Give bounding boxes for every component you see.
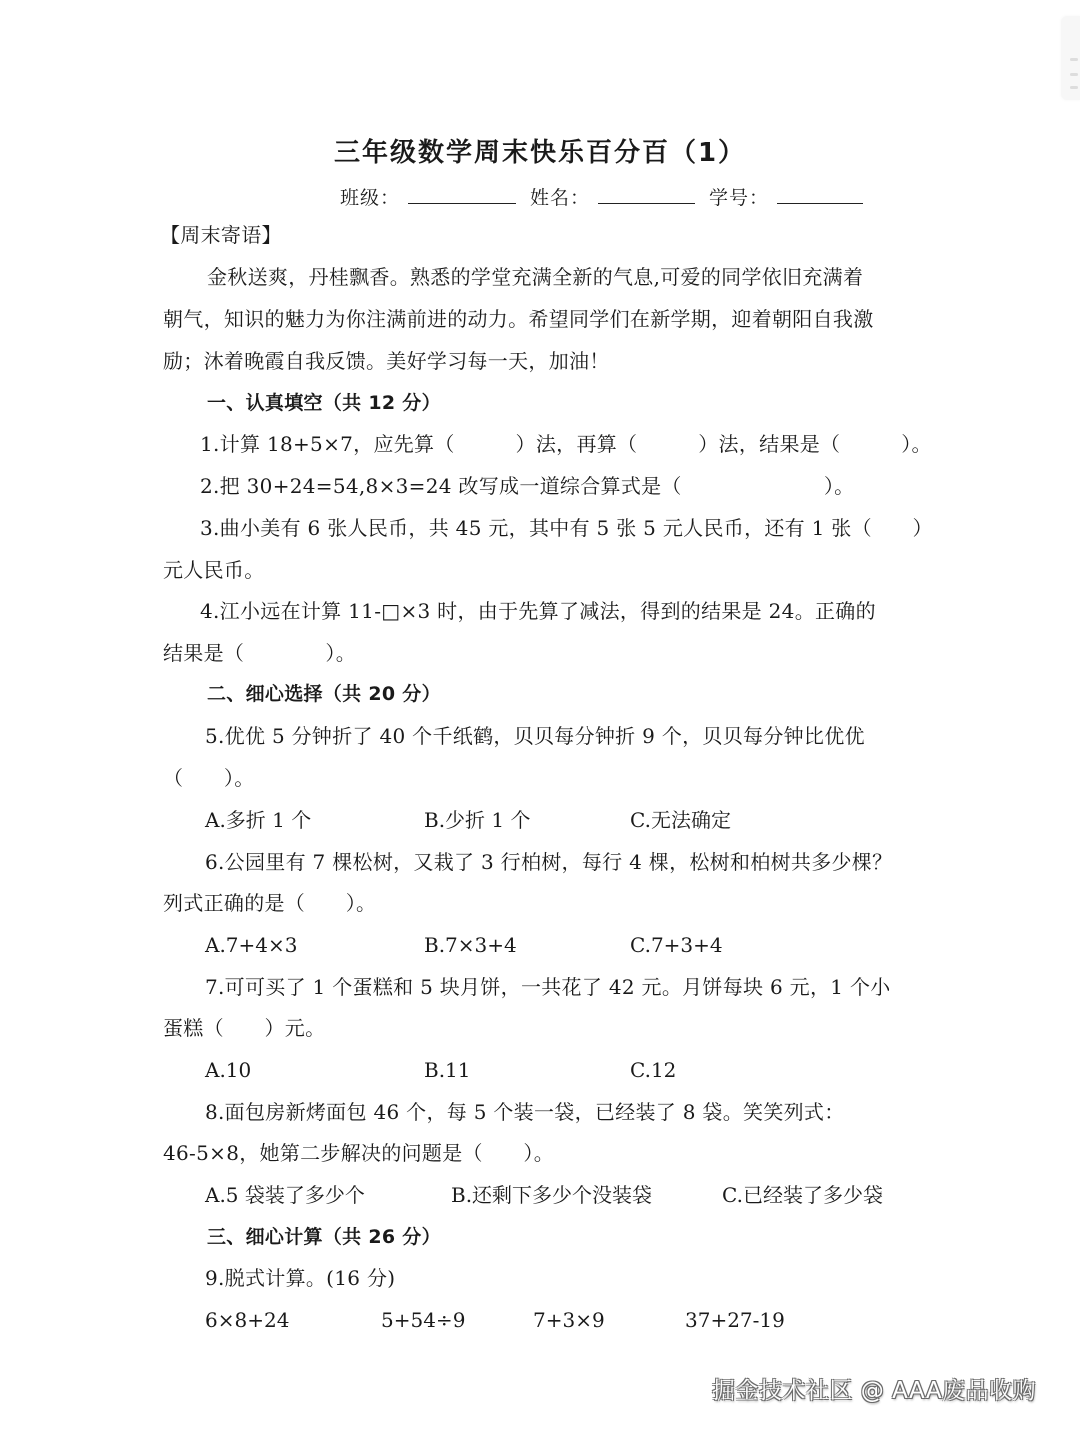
expression: 7+3×9 [533, 1308, 605, 1332]
weekend-message-line: 朝气，知识的魅力为你注满前进的动力。希望同学们在新学期，迎着朝阳自我激 [163, 307, 874, 331]
question-6-continued: 列式正确的是（ ）。 [163, 891, 377, 915]
question-4: 4.江小远在计算 11-□×3 时，由于先算了减法，得到的结果是 24。正确的 [200, 599, 876, 623]
weekend-message-line: 金秋送爽，丹桂飘香。熟悉的学堂充满全新的气息,可爱的同学依旧充满着 [207, 265, 864, 289]
question-8-continued: 46-5×8，她第二步解决的问题是（ ）。 [163, 1141, 555, 1165]
student-number-label: 学号： [709, 187, 770, 209]
handle-grip-icon [1070, 58, 1078, 61]
handle-grip-icon [1070, 73, 1078, 76]
option-b: B.11 [424, 1058, 471, 1082]
class-blank[interactable] [408, 202, 516, 204]
question-2: 2.把 30+24=54,8×3=24 改写成一道综合算式是（ ）。 [200, 474, 855, 498]
option-b: B.7×3+4 [424, 933, 517, 957]
question-9: 9.脱式计算。(16 分) [205, 1266, 396, 1290]
expression: 5+54÷9 [381, 1308, 466, 1332]
option-b: B.少折 1 个 [424, 808, 531, 832]
weekend-message-line: 励；沐着晚霞自我反馈。美好学习每一天，加油！ [163, 349, 610, 373]
name-label: 姓名： [530, 187, 591, 209]
option-c: C.无法确定 [630, 808, 731, 832]
class-label: 班级： [340, 187, 401, 209]
option-c: C.已经装了多少袋 [722, 1183, 883, 1207]
handle-grip-icon [1070, 86, 1078, 89]
question-1: 1.计算 18+5×7，应先算（ ）法，再算（ ）法，结果是（ ）。 [200, 432, 932, 456]
student-info-row [340, 182, 863, 210]
question-3-continued: 元人民币。 [163, 558, 265, 582]
section-heading: 一、认真填空（共 12 分） [207, 392, 441, 414]
page-title: 三年级数学周末快乐百分百（1） [333, 138, 747, 168]
question-8: 8.面包房新烤面包 46 个，每 5 个装一袋，已经装了 8 袋。笑笑列式： [205, 1100, 845, 1124]
question-5-continued: （ ）。 [163, 766, 255, 790]
option-c: C.7+3+4 [630, 933, 723, 957]
option-a: A.10 [205, 1058, 252, 1082]
side-panel-handle[interactable] [1061, 16, 1080, 100]
question-5: 5.优优 5 分钟折了 40 个千纸鹤，贝贝每分钟折 9 个，贝贝每分钟比优优 [205, 724, 865, 748]
option-a: A.多折 1 个 [205, 808, 312, 832]
question-4-continued: 结果是（ ）。 [163, 641, 356, 665]
section-heading: 二、细心选择（共 20 分） [207, 683, 441, 705]
option-b: B.还剩下多少个没装袋 [451, 1183, 653, 1207]
option-a: A.7+4×3 [205, 933, 298, 957]
watermark: 掘金技术社区 @ AAA废品收购 [712, 1378, 1037, 1404]
option-a: A.5 袋装了多少个 [205, 1183, 365, 1207]
option-c: C.12 [630, 1058, 677, 1082]
question-7: 7.可可买了 1 个蛋糕和 5 块月饼，一共花了 42 元。月饼每块 6 元，1 个小 [205, 975, 891, 999]
name-blank[interactable] [598, 202, 695, 204]
expression: 6×8+24 [205, 1308, 290, 1332]
question-3: 3.曲小美有 6 张人民币，共 45 元，其中有 5 张 5 元人民币，还有 1 张（ ） [200, 516, 933, 540]
student-number-blank[interactable] [777, 202, 863, 204]
expression: 37+27-19 [685, 1308, 785, 1332]
question-7-continued: 蛋糕（ ）元。 [163, 1016, 326, 1040]
question-6: 6.公园里有 7 棵松树，又栽了 3 行柏树，每行 4 棵，松树和柏树共多少棵？ [205, 850, 893, 874]
weekend-message-heading: 【周末寄语】 [160, 223, 282, 247]
section-heading: 三、细心计算（共 26 分） [207, 1226, 441, 1248]
